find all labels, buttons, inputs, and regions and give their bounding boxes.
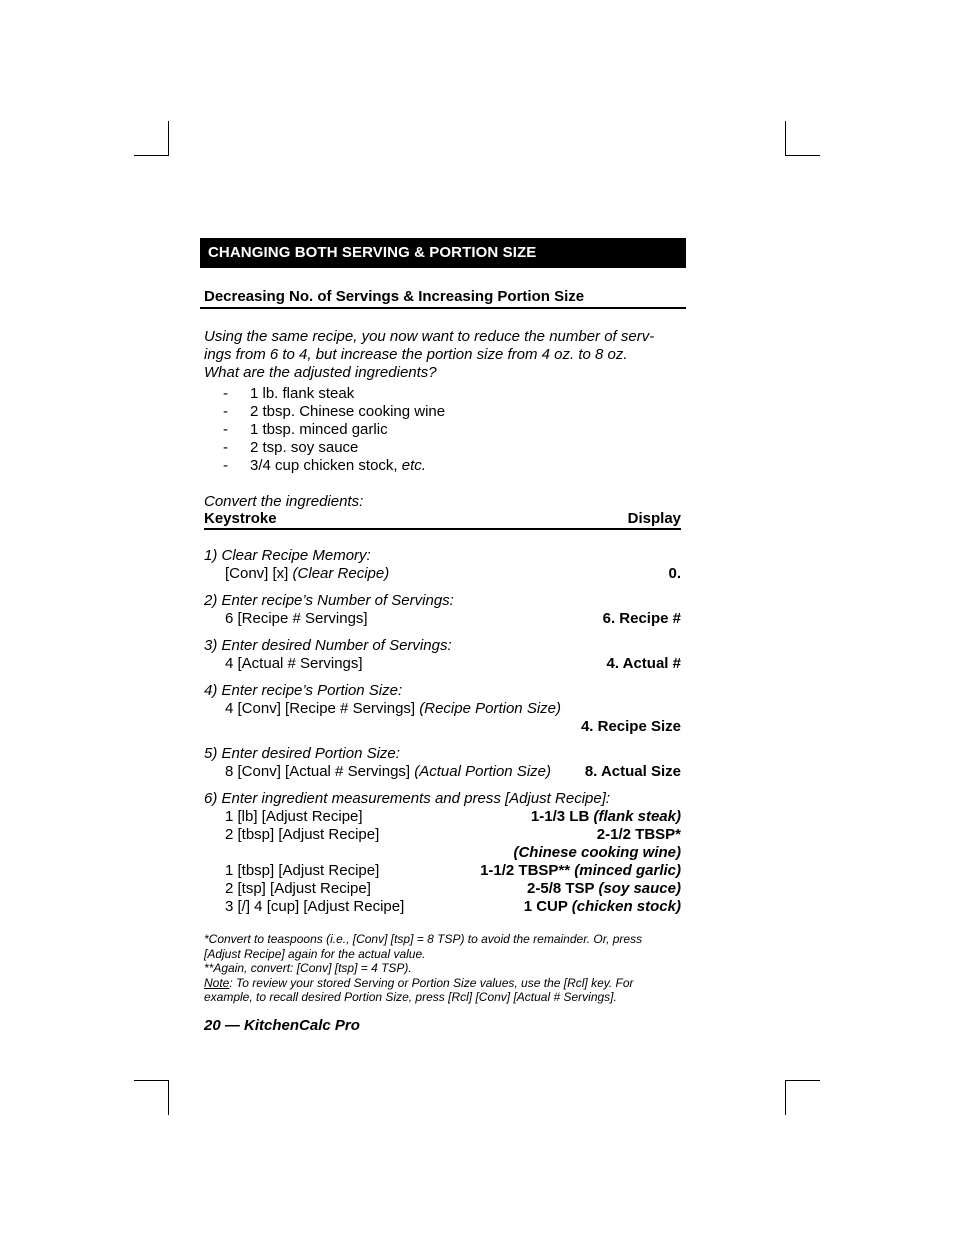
keystroke-header: Keystroke xyxy=(204,510,277,527)
intro-line: Using the same recipe, you now want to reduce the number of serv- xyxy=(204,328,655,345)
keystroke-row xyxy=(200,826,681,844)
ingredient-list xyxy=(200,385,686,475)
footnote-line: [Adjust Recipe] again for the actual value. xyxy=(204,946,426,961)
display-value: 1-1/3 LB (flank steak) xyxy=(530,808,681,825)
keystroke-row xyxy=(200,718,681,736)
ingredient-item: - 2 tbsp. Chinese cooking wine xyxy=(223,403,446,420)
crop-mark-tr-v xyxy=(785,121,786,156)
keystroke: 6 [Recipe # Servings] xyxy=(225,610,368,627)
display-value: 6. Recipe # xyxy=(602,610,681,627)
keystroke-row xyxy=(200,655,681,673)
step-title: 6) Enter ingredient measurements and press [Adjust Recipe]: xyxy=(204,790,611,807)
step-title: 1) Clear Recipe Memory: xyxy=(204,547,371,564)
display-header: Display xyxy=(627,510,681,527)
step xyxy=(200,790,686,916)
keystroke: 1 [lb] [Adjust Recipe] xyxy=(225,808,363,825)
crop-mark-br-v xyxy=(785,1080,786,1115)
keystroke: 3 [/] 4 [cup] [Adjust Recipe] xyxy=(225,898,405,915)
intro-line: What are the adjusted ingredients? xyxy=(204,364,437,381)
step xyxy=(200,682,686,736)
keystroke: 4 [Conv] [Recipe # Servings] (Recipe Portion Size) xyxy=(225,700,561,717)
crop-mark-tr-h xyxy=(785,155,820,156)
footnotes xyxy=(200,932,674,1005)
display-value: 1-1/2 TBSP** (minced garlic) xyxy=(480,862,681,879)
keystroke-row xyxy=(200,808,681,826)
intro-line: ings from 6 to 4, but increase the portion size from 4 oz. to 8 oz. xyxy=(204,346,628,363)
step-title: 2) Enter recipe’s Number of Servings: xyxy=(204,592,454,609)
display-value: 2-1/2 TBSP* xyxy=(596,826,681,843)
step xyxy=(200,547,686,583)
step xyxy=(200,745,686,781)
keystroke-row xyxy=(200,844,681,862)
steps-list xyxy=(200,547,686,916)
crop-mark-bl-v xyxy=(168,1080,169,1115)
convert-label: Convert the ingredients: xyxy=(204,493,364,510)
step xyxy=(200,592,686,628)
footnote-line: **Again, convert: [Conv] [tsp] = 4 TSP). xyxy=(204,961,412,975)
keystroke-row xyxy=(200,700,681,718)
keystroke-row xyxy=(200,898,681,916)
keystroke: [Conv] [x] (Clear Recipe) xyxy=(225,565,390,582)
display-value: 0. xyxy=(668,565,681,582)
display-value: 8. Actual Size xyxy=(584,763,681,780)
ingredient-item: - 2 tsp. soy sauce xyxy=(223,439,359,456)
footnote-line: example, to recall desired Portion Size, press [Rcl] [Conv] [Actual # Servings]. xyxy=(204,990,617,1004)
display-value: 2-5/8 TSP (soy sauce) xyxy=(527,880,681,897)
keystroke-row xyxy=(200,565,681,583)
section-title: CHANGING BOTH SERVING & PORTION SIZE xyxy=(200,238,686,268)
step xyxy=(200,637,686,673)
keystroke: 1 [tbsp] [Adjust Recipe] xyxy=(225,862,380,879)
display-value: (Chinese cooking wine) xyxy=(513,844,681,861)
subtitle: Decreasing No. of Servings & Increasing Portion Size xyxy=(200,288,686,309)
keystroke: 2 [tsp] [Adjust Recipe] xyxy=(225,880,371,897)
display-value: 4. Actual # xyxy=(606,655,681,672)
crop-mark-tl-h xyxy=(134,155,169,156)
keystroke-row xyxy=(200,862,681,880)
note-line: Note: To review your stored Serving or Portion Size values, use the [Rcl] key. For xyxy=(204,975,634,990)
step-title: 4) Enter recipe’s Portion Size: xyxy=(204,682,403,699)
keystroke-row xyxy=(200,880,681,898)
keystroke: 2 [tbsp] [Adjust Recipe] xyxy=(225,826,380,843)
page-footer: 20 — KitchenCalc Pro xyxy=(204,1016,360,1034)
keystroke: 8 [Conv] [Actual # Servings] (Actual Portion Size) xyxy=(225,763,551,780)
keystroke: 4 [Actual # Servings] xyxy=(225,655,363,672)
crop-mark-bl-h xyxy=(134,1080,169,1081)
keystroke-row xyxy=(200,610,681,628)
ingredient-item: - 1 lb. flank steak xyxy=(223,385,355,402)
keystroke-row xyxy=(200,763,681,781)
crop-mark-br-h xyxy=(785,1080,820,1081)
column-header xyxy=(204,511,681,530)
crop-mark-tl-v xyxy=(168,121,169,156)
ingredient-item: - 3/4 cup chicken stock, etc. xyxy=(223,457,426,474)
step-title: 5) Enter desired Portion Size: xyxy=(204,745,400,762)
ingredient-item: - 1 tbsp. minced garlic xyxy=(223,421,388,438)
step-title: 3) Enter desired Number of Servings: xyxy=(204,637,452,654)
display-value: 1 CUP (chicken stock) xyxy=(523,898,681,915)
intro-paragraph xyxy=(200,328,679,382)
note-label: Note xyxy=(204,975,230,990)
display-value: 4. Recipe Size xyxy=(580,718,681,735)
footnote-line: *Convert to teaspoons (i.e., [Conv] [tsp] = 8 TSP) to avoid the remainder. Or, press xyxy=(204,932,643,946)
manual-page xyxy=(200,238,686,1034)
